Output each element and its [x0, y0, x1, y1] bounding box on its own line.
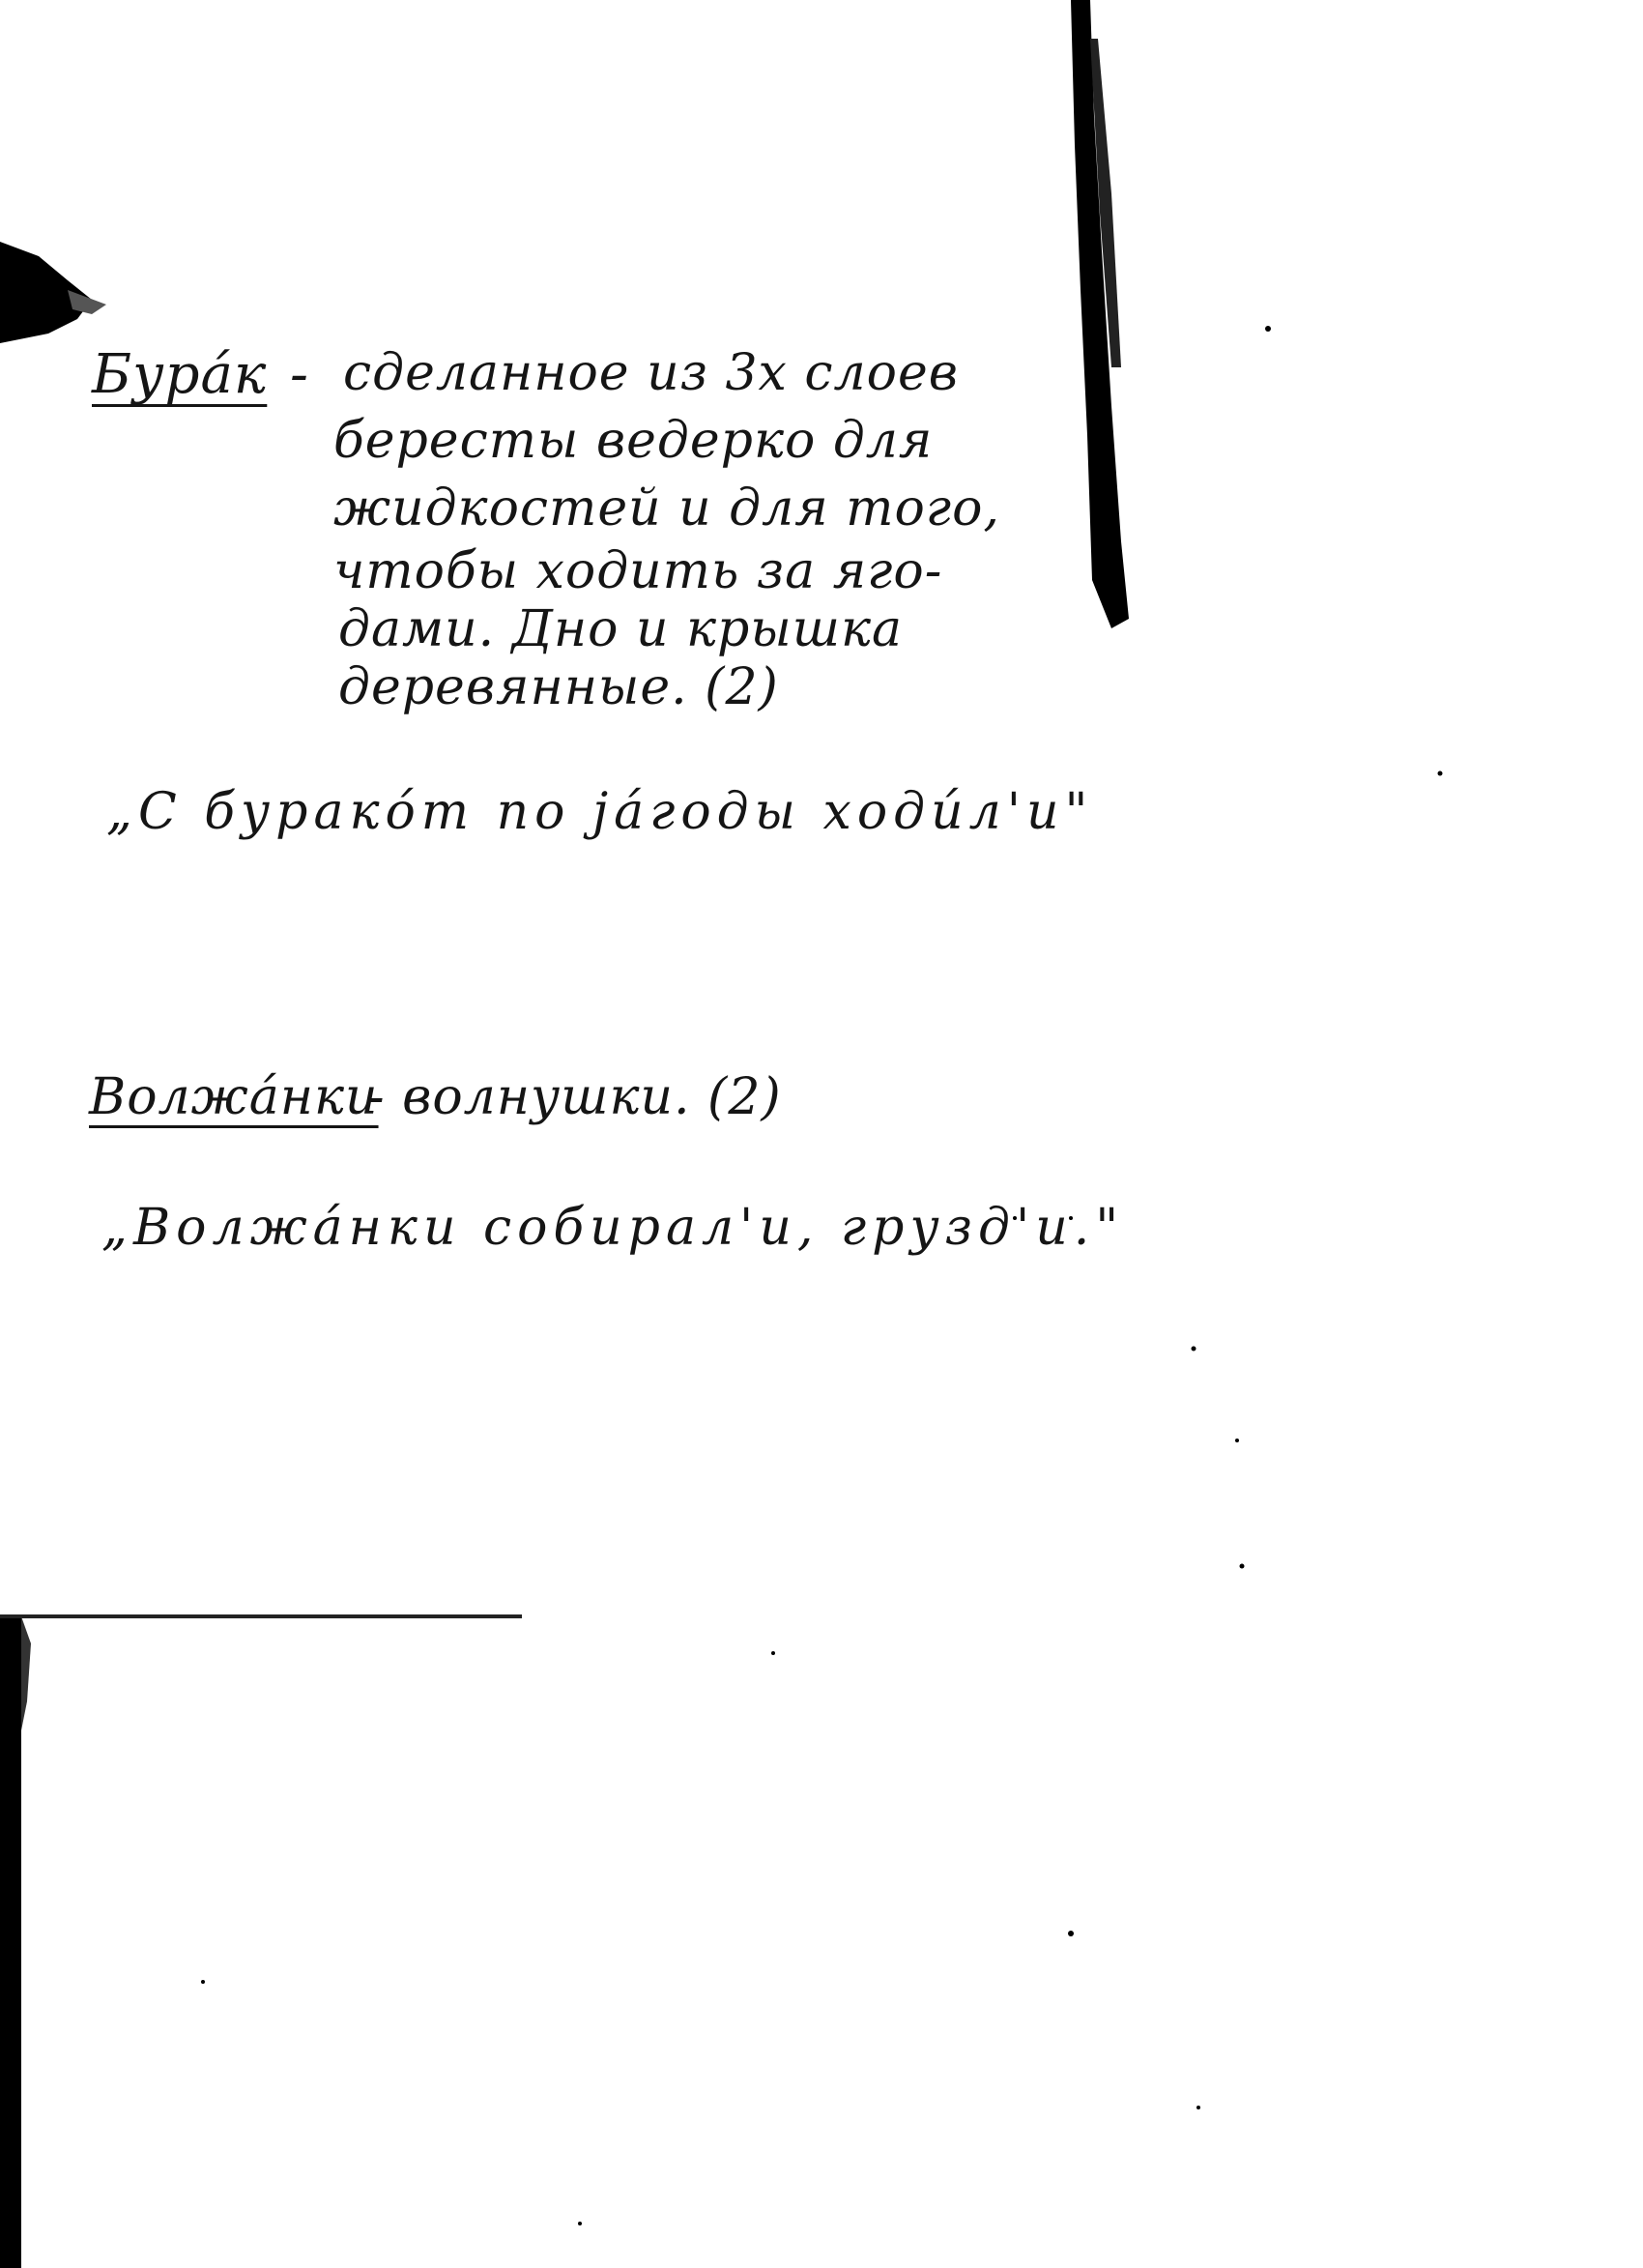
left-edge-line — [0, 1614, 522, 1618]
entry-1-def-line-1: сделанное из 3х слоев — [343, 344, 959, 402]
entry-1-def-line-2: бересты ведерко для — [333, 412, 934, 470]
entry-2-example: „Волжáнки собирал'и, грузд'и." — [101, 1199, 1125, 1257]
entry-2-definition: - волнушки. (2) — [367, 1068, 782, 1126]
entry-1-def-line-3: жидкостей и для того, — [333, 480, 1000, 538]
left-edge-fuzz-bottom — [21, 1616, 31, 1730]
entry-1-def-line-6: деревянные. (2) — [338, 658, 779, 716]
left-edge-band-bottom — [0, 1614, 21, 2268]
left-edge-blob-top — [0, 242, 92, 343]
entry-1-def-line-5: дами. Дно и крышка — [338, 600, 904, 658]
entry-1-def-line-4: чтобы ходить за яго- — [333, 542, 943, 600]
entry-1-dash: - — [290, 343, 309, 406]
entry-1-example: „С буракóт по ја́годы ходи́л'и" — [106, 783, 1094, 841]
entry-1-term: Бура́к — [92, 343, 268, 406]
entry-2-term: Волжáнки — [89, 1068, 379, 1126]
